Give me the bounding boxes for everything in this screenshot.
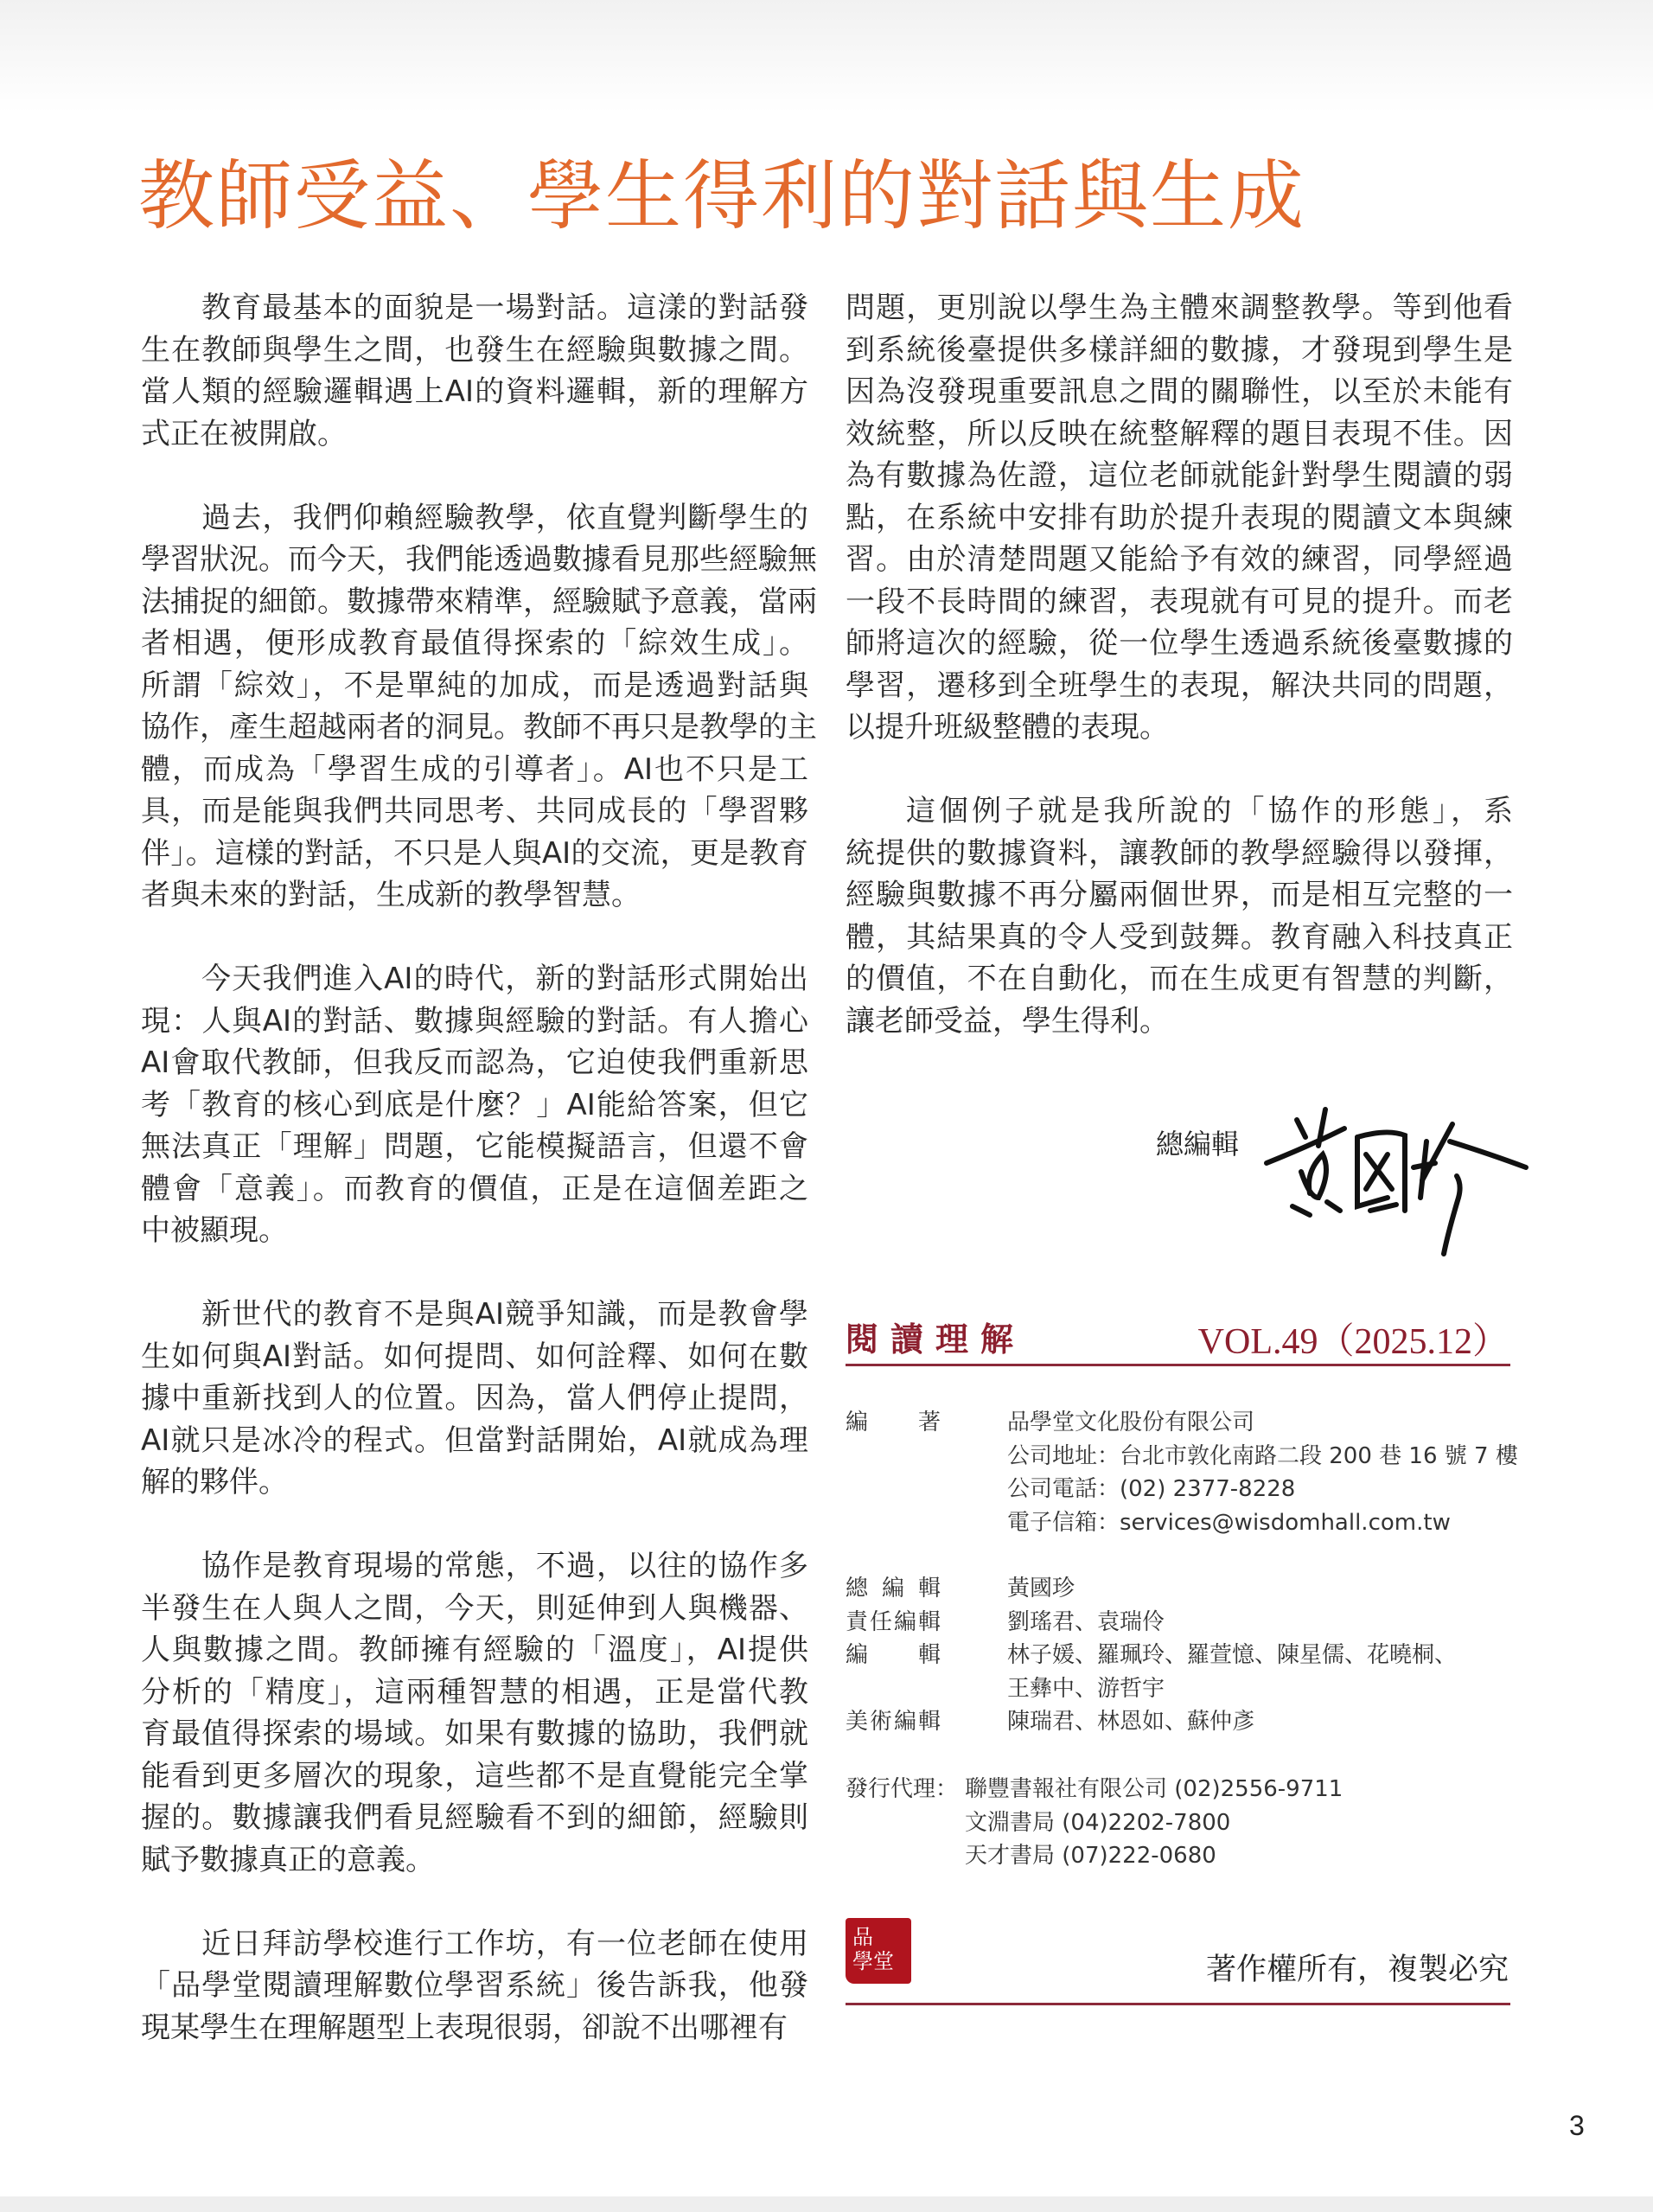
article-line: 人與數據之間。教師擁有經驗的「溫度」，AI提供 bbox=[141, 1633, 808, 1667]
credit-row bbox=[846, 1705, 1520, 1739]
article-line: 體，其結果真的令人受到鼓舞。教育融入科技真正 bbox=[846, 919, 1513, 955]
magazine-volume: VOL.49（2025.12） bbox=[1197, 1322, 1509, 1362]
article-line: 當人類的經驗邏輯遇上AI的資料邏輯，新的理解方 bbox=[141, 374, 808, 409]
article-line: 以提升班級整體的表現。 bbox=[846, 710, 1169, 745]
article-line: AI會取代教師，但我反而認為，它迫使我們重新思 bbox=[141, 1045, 808, 1080]
article-line: 讓老師受益，學生得利。 bbox=[846, 1003, 1169, 1039]
article-line: 習。由於清楚問題又能給予有效的練習，同學經過 bbox=[846, 542, 1513, 577]
article-line: 分析的「精度」，這兩種智慧的相遇，正是當代教 bbox=[141, 1674, 808, 1710]
article-line: 者相遇，便形成教育最值得探索的「綜效生成」。 bbox=[141, 626, 808, 661]
signature-image bbox=[1258, 1103, 1543, 1258]
article-line: 點，在系統中安排有助於提升表現的閱讀文本與練 bbox=[846, 500, 1513, 535]
article-line: 解的夥伴。 bbox=[141, 1465, 288, 1499]
article-line: 過去，我們仰賴經驗教學，依直覺判斷學生的 bbox=[201, 500, 808, 535]
article-line: 生如何與AI對話。如何提問、如何詮釋、如何在數 bbox=[141, 1339, 808, 1374]
credit-label: 編輯 bbox=[846, 1642, 941, 1668]
article-line: 一段不長時間的練習，表現就有可見的提升。而老 bbox=[846, 584, 1513, 619]
article-line: 握的。數據讓我們看見經驗看不到的細節，經驗則 bbox=[141, 1800, 808, 1835]
article-line: 因為沒發現重要訊息之間的關聯性，以至於未能有 bbox=[846, 374, 1513, 409]
credits-gap bbox=[846, 1539, 1520, 1572]
article-title: 教師受益、學生得利的對話與生成 bbox=[138, 151, 1306, 240]
paragraph-gap bbox=[141, 1881, 808, 1923]
article-line: 生在教師與學生之間，也發生在經驗與數據之間。 bbox=[141, 332, 808, 368]
article-line: 育最值得探索的場域。如果有數據的協助，我們就 bbox=[141, 1717, 808, 1751]
top-band bbox=[0, 0, 1653, 112]
article-line: AI就只是冰冷的程式。但當對話開始，AI就成為理 bbox=[141, 1422, 808, 1458]
paragraph-gap bbox=[141, 455, 808, 497]
distributor: 天才書局 (07)222-0680 bbox=[965, 1843, 1216, 1869]
article-line: 統提供的數據資料，讓教師的教學經驗得以發揮， bbox=[846, 835, 1513, 871]
article-line: 協作，產生超越兩者的洞見。教師不再只是教學的主 bbox=[141, 710, 817, 745]
article-line: 學習，遷移到全班學生的表現，解決共同的問題， bbox=[846, 668, 1513, 703]
masthead-divider bbox=[846, 1364, 1510, 1366]
article-line: 今天我們進入AI的時代，新的對話形式開始出 bbox=[201, 962, 808, 996]
article-line: 現某學生在理解題型上表現很弱，卻說不出哪裡有 bbox=[141, 2010, 788, 2045]
distribution-label: 發行代理： bbox=[846, 1776, 959, 1802]
article-line: 效統整，所以反映在統整解釋的題目表現不佳。因 bbox=[846, 416, 1513, 451]
article-line: 伴」。這樣的對話，不只是人與AI的交流，更是教育 bbox=[141, 835, 808, 871]
credits-list bbox=[846, 1406, 1520, 1739]
article-line: 近日拜訪學校進行工作坊，有一位老師在使用 bbox=[201, 1926, 808, 1961]
credit-row bbox=[846, 1639, 1520, 1705]
article-line: 式正在被開啟。 bbox=[141, 416, 347, 451]
paragraph-gap bbox=[846, 749, 1513, 791]
bottom-band bbox=[0, 2196, 1653, 2212]
credit-label: 美術編輯 bbox=[846, 1709, 941, 1735]
article-line: 教育最基本的面貌是一場對話。這漾的對話發 bbox=[201, 291, 808, 325]
article-line: 具，而是能與我們共同思考、共同成長的「學習夥 bbox=[141, 794, 808, 828]
credit-value: 品學堂文化股份有限公司 bbox=[1007, 1410, 1255, 1435]
article-line: 這個例子就是我所說的「協作的形態」，系 bbox=[906, 794, 1513, 828]
article-line: 法捕捉的細節。數據帶來精準，經驗賦予意義，當兩 bbox=[141, 584, 817, 619]
article-right-column bbox=[846, 287, 1513, 1042]
article-line: 能看到更多層次的現象，這些都不是直覺能完全掌 bbox=[141, 1758, 808, 1793]
credit-label: 責任編輯 bbox=[846, 1608, 941, 1635]
credit-label: 編著 bbox=[846, 1410, 941, 1435]
paragraph-gap bbox=[141, 917, 808, 959]
article-line: 無法真正「理解」問題，它能模擬語言，但還不會 bbox=[141, 1129, 808, 1164]
article-line: 所謂「綜效」，不是單純的加成，而是透過對話與 bbox=[141, 668, 808, 703]
credit-row bbox=[846, 1406, 1520, 1539]
page-number: 3 bbox=[1569, 2110, 1585, 2141]
article-line: 者與未來的對話，生成新的教學智慧。 bbox=[141, 878, 641, 912]
credit-value: 林子媛、羅珮玲、羅萱憶、陳星儒、花曉桐、 bbox=[1007, 1642, 1458, 1668]
article-line: 考「教育的核心到底是什麼？」AI能給答案，但它 bbox=[141, 1087, 808, 1122]
credit-value: 陳瑞君、林恩如、蘇仲彥 bbox=[1007, 1709, 1255, 1735]
publisher-logo bbox=[846, 1918, 911, 1984]
article-line: 中被顯現。 bbox=[141, 1213, 288, 1248]
magazine-masthead bbox=[846, 1313, 1509, 1361]
logo-text: 品 bbox=[852, 1925, 873, 1949]
footer-divider bbox=[846, 2003, 1510, 2005]
paragraph-gap bbox=[141, 1252, 808, 1295]
article-line: 師將這次的經驗，從一位學生透過系統後臺數據的 bbox=[846, 626, 1513, 661]
credit-row bbox=[846, 1606, 1520, 1640]
article-line: 賦予數據真正的意義。 bbox=[141, 1842, 435, 1877]
article-line: 為有數據為佐證，這位老師就能針對學生閱讀的弱 bbox=[846, 458, 1513, 493]
credit-value: 黃國珍 bbox=[1007, 1576, 1075, 1601]
article-line: 現：人與AI的對話、數據與經驗的對話。有人擔心 bbox=[141, 1003, 808, 1039]
credit-row bbox=[846, 1572, 1520, 1606]
credit-value: 王彝中、游哲宇 bbox=[1007, 1675, 1165, 1702]
article-line: 體會「意義」。而教育的價值，正是在這個差距之 bbox=[141, 1171, 808, 1206]
distributor: 文淵書局 (04)2202-7800 bbox=[965, 1809, 1231, 1836]
article-line: 問題，更別說以學生為主體來調整教學。等到他看 bbox=[846, 291, 1513, 325]
magazine-name: 閱讀理解 bbox=[846, 1320, 1026, 1359]
credit-value: 劉瑤君、袁瑞伶 bbox=[1007, 1608, 1165, 1635]
credit-value: 公司電話：(02) 2377-8228 bbox=[1007, 1476, 1296, 1502]
article-line: 據中重新找到人的位置。因為，當人們停止提問， bbox=[141, 1381, 808, 1416]
logo-text: 學堂 bbox=[852, 1949, 894, 1973]
article-line: 到系統後臺提供多樣詳細的數據，才發現到學生是 bbox=[846, 332, 1513, 368]
distributor: 聯豐書報社有限公司 (02)2556-9711 bbox=[965, 1776, 1343, 1802]
article-line: 「品學堂閱讀理解數位學習系統」後告訴我，他發 bbox=[141, 1968, 808, 2003]
article-left-column bbox=[141, 287, 817, 2049]
article-line: 協作是教育現場的常態，不過，以往的協作多 bbox=[201, 1549, 808, 1583]
credit-value: 電子信箱：services@wisdomhall.com.tw bbox=[1007, 1509, 1451, 1536]
article-line: 經驗與數據不再分屬兩個世界，而是相互完整的一 bbox=[846, 878, 1513, 912]
article-line: 的價值，不在自動化，而在生成更有智慧的判斷， bbox=[846, 962, 1513, 996]
credit-label: 總編輯 bbox=[846, 1576, 941, 1601]
article-line: 學習狀況。而今天，我們能透過數據看見那些經驗無 bbox=[141, 542, 817, 577]
article-line: 半發生在人與人之間，今天，則延伸到人與機器、 bbox=[141, 1590, 808, 1626]
article-line: 新世代的教育不是與AI競爭知識，而是教會學 bbox=[201, 1297, 808, 1332]
distribution-info bbox=[846, 1773, 1343, 1873]
signature-label: 總編輯 bbox=[1156, 1128, 1240, 1160]
credit-value: 公司地址：台北市敦化南路二段 200 巷 16 號 7 樓 bbox=[1007, 1442, 1518, 1469]
copyright-notice: 著作權所有，複製必究 bbox=[1205, 1953, 1509, 1987]
article-line: 體，而成為「學習生成的引導者」。AI也不只是工 bbox=[141, 751, 808, 787]
paragraph-gap bbox=[141, 1504, 808, 1546]
